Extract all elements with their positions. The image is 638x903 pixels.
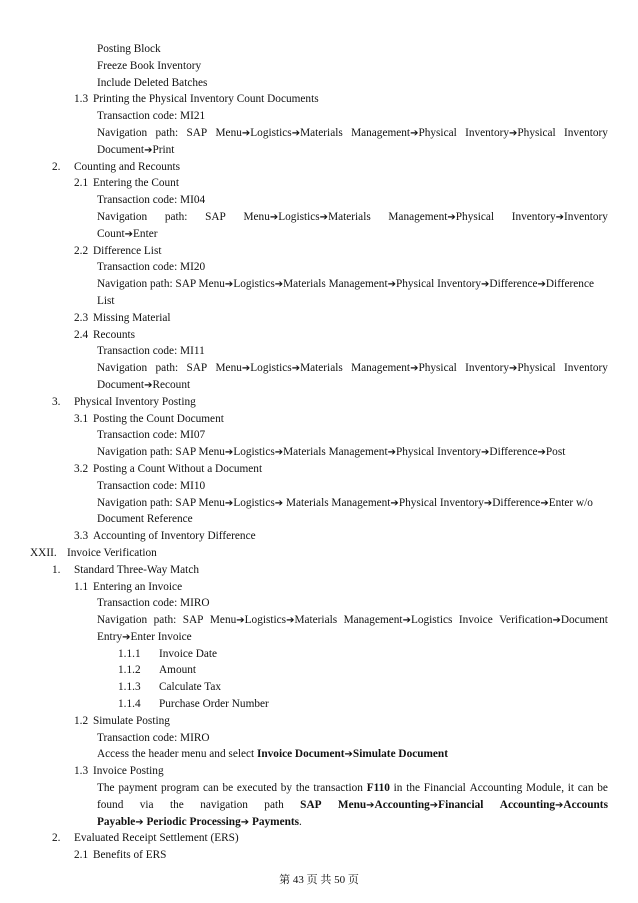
line-text: Entry➔Enter Invoice bbox=[97, 630, 192, 643]
arrow-icon: ➔ bbox=[509, 363, 518, 375]
arrow-icon: ➔ bbox=[481, 279, 490, 291]
document-line bbox=[0, 243, 638, 260]
arrow-icon: ➔ bbox=[240, 816, 250, 828]
list-number: 2.1 bbox=[74, 849, 89, 862]
line-text: Navigation path: SAP Menu➔Logistics➔Materials Management➔Physical Inventory➔Inventory bbox=[97, 210, 608, 223]
document-line bbox=[0, 125, 638, 142]
line-text: Freeze Book Inventory bbox=[97, 59, 202, 72]
line-text: The payment program can be executed by the transaction F110 in the Financial Accounting Module, it can be bbox=[97, 782, 608, 795]
document-line bbox=[0, 545, 638, 562]
line-text: Difference List bbox=[93, 244, 162, 257]
line-text: Transaction code: MI07 bbox=[97, 429, 206, 442]
list-number: XXII. bbox=[30, 546, 57, 559]
list-number: 3.1 bbox=[74, 412, 89, 425]
arrow-icon: ➔ bbox=[390, 497, 399, 509]
arrow-icon: ➔ bbox=[319, 211, 329, 223]
document-line bbox=[0, 360, 638, 377]
document-line bbox=[0, 142, 638, 159]
line-text: Access the header menu and select Invoice Document➔Simulate Document bbox=[97, 748, 448, 761]
document-line bbox=[0, 91, 638, 108]
line-text: Posting a Count Without a Document bbox=[93, 462, 263, 475]
line-text: Missing Material bbox=[93, 311, 171, 324]
list-number: 2.1 bbox=[74, 177, 89, 190]
list-number: 1.2 bbox=[74, 714, 89, 727]
document-line bbox=[0, 814, 638, 831]
arrow-icon: ➔ bbox=[236, 615, 245, 627]
line-text: Invoice Date bbox=[159, 647, 218, 660]
list-number: 2. bbox=[52, 832, 61, 845]
list-number: 1.1.4 bbox=[118, 698, 141, 711]
line-text: Navigation path: SAP Menu➔Logistics➔ Materials Management➔Physical Inventory➔Difference➔Enter w/o bbox=[97, 496, 593, 509]
arrow-icon: ➔ bbox=[555, 211, 565, 223]
list-number: 3. bbox=[52, 395, 61, 408]
document-line bbox=[0, 478, 638, 495]
line-text: Recounts bbox=[93, 328, 136, 341]
document-line bbox=[0, 847, 638, 864]
arrow-icon: ➔ bbox=[481, 447, 490, 459]
arrow-icon: ➔ bbox=[274, 279, 284, 291]
line-text: Navigation path: SAP Menu➔Logistics➔Materials Management➔Physical Inventory➔Difference➔Difference bbox=[97, 278, 594, 291]
line-text: Entering an Invoice bbox=[93, 580, 183, 593]
line-text: Navigation path: SAP Menu➔Logistics➔Materials Management➔Physical Inventory➔Physical Inventory bbox=[97, 126, 608, 139]
line-text: Transaction code: MI10 bbox=[97, 479, 206, 492]
document-line bbox=[0, 461, 638, 478]
arrow-icon: ➔ bbox=[224, 279, 234, 291]
arrow-icon: ➔ bbox=[144, 144, 153, 156]
document-line bbox=[0, 444, 638, 461]
document-line bbox=[0, 259, 638, 276]
line-text: Posting the Count Document bbox=[93, 412, 224, 425]
document-line bbox=[0, 327, 638, 344]
list-number: 1.1.3 bbox=[118, 681, 141, 694]
document-line bbox=[0, 696, 638, 713]
arrow-icon: ➔ bbox=[241, 127, 251, 139]
arrow-icon: ➔ bbox=[269, 211, 279, 223]
list-number: 2. bbox=[52, 160, 61, 173]
arrow-icon: ➔ bbox=[122, 631, 131, 643]
arrow-icon: ➔ bbox=[274, 447, 284, 459]
line-text: Transaction code: MIRO bbox=[97, 597, 210, 610]
document-line bbox=[0, 209, 638, 226]
line-text: Payable➔ Periodic Processing➔ Payments. bbox=[97, 815, 302, 828]
list-number: 2.2 bbox=[74, 244, 89, 257]
list-number: 2.4 bbox=[74, 328, 89, 341]
document-line bbox=[0, 730, 638, 747]
line-text: List bbox=[97, 294, 115, 307]
line-text: Document➔Recount bbox=[97, 378, 191, 391]
line-text: Transaction code: MI04 bbox=[97, 194, 206, 207]
arrow-icon: ➔ bbox=[537, 279, 546, 291]
list-number: 1.1.1 bbox=[118, 647, 141, 660]
line-text: Include Deleted Batches bbox=[97, 76, 208, 89]
line-text: Simulate Posting bbox=[93, 714, 170, 727]
line-text: Purchase Order Number bbox=[159, 698, 269, 711]
arrow-icon: ➔ bbox=[387, 279, 396, 291]
document-line bbox=[0, 612, 638, 629]
line-text: Navigation path: SAP Menu➔Logistics➔Materials Management➔Physical Inventory➔Physical Inventory bbox=[97, 362, 608, 375]
arrow-icon: ➔ bbox=[429, 799, 439, 811]
arrow-icon: ➔ bbox=[144, 379, 153, 391]
arrow-icon: ➔ bbox=[540, 497, 549, 509]
list-number: 3.2 bbox=[74, 462, 89, 475]
arrow-icon: ➔ bbox=[387, 447, 396, 459]
arrow-icon: ➔ bbox=[509, 127, 518, 139]
line-text: Document➔Print bbox=[97, 143, 175, 156]
document-line bbox=[0, 427, 638, 444]
document-line bbox=[0, 511, 638, 528]
document-line bbox=[0, 75, 638, 92]
document-line bbox=[0, 780, 638, 797]
document-line bbox=[0, 679, 638, 696]
arrow-icon: ➔ bbox=[537, 447, 546, 459]
arrow-icon: ➔ bbox=[291, 127, 301, 139]
document-line bbox=[0, 662, 638, 679]
document-line bbox=[0, 310, 638, 327]
list-number: 1.3 bbox=[74, 93, 89, 106]
arrow-icon: ➔ bbox=[224, 497, 234, 509]
document-line bbox=[0, 276, 638, 293]
document-line bbox=[0, 293, 638, 310]
line-text: Navigation path: SAP Menu➔Logistics➔Materials Management➔Logistics Invoice Verification➔Document bbox=[97, 614, 608, 627]
document-line bbox=[0, 646, 638, 663]
document-line bbox=[0, 41, 638, 58]
list-number: 2.3 bbox=[74, 311, 89, 324]
document-line bbox=[0, 797, 638, 814]
document-line bbox=[0, 377, 638, 394]
arrow-icon: ➔ bbox=[124, 228, 134, 240]
arrow-icon: ➔ bbox=[410, 363, 419, 375]
line-text: Calculate Tax bbox=[159, 681, 222, 694]
line-text: Evaluated Receipt Settlement (ERS) bbox=[74, 832, 239, 845]
document-line bbox=[0, 763, 638, 780]
line-text: Entering the Count bbox=[93, 177, 179, 190]
document-line bbox=[0, 595, 638, 612]
page-footer: 第 43 页 共 50 页 bbox=[279, 874, 359, 886]
arrow-icon: ➔ bbox=[224, 447, 234, 459]
line-text: found via the navigation path SAP Menu➔Accounting➔Financial Accounting➔Accounts bbox=[97, 798, 608, 811]
arrow-icon: ➔ bbox=[135, 816, 144, 828]
list-number: 3.3 bbox=[74, 530, 89, 543]
document-line bbox=[0, 746, 638, 763]
line-text: Transaction code: MI21 bbox=[97, 110, 206, 123]
arrow-icon: ➔ bbox=[286, 615, 295, 627]
document-body bbox=[0, 41, 638, 864]
document-line bbox=[0, 175, 638, 192]
line-text: Transaction code: MIRO bbox=[97, 731, 210, 744]
document-line bbox=[0, 192, 638, 209]
line-text: Invoice Posting bbox=[93, 765, 164, 778]
line-text: Standard Three-Way Match bbox=[74, 563, 199, 576]
document-line bbox=[0, 528, 638, 545]
list-number: 1.1.2 bbox=[118, 664, 141, 677]
line-text: Navigation path: SAP Menu➔Logistics➔Materials Management➔Physical Inventory➔Difference➔Post bbox=[97, 446, 566, 459]
document-line bbox=[0, 579, 638, 596]
document-line bbox=[0, 394, 638, 411]
arrow-icon: ➔ bbox=[402, 615, 411, 627]
document-line bbox=[0, 629, 638, 646]
list-number: 1. bbox=[52, 563, 61, 576]
line-text: Amount bbox=[159, 664, 197, 677]
arrow-icon: ➔ bbox=[410, 127, 419, 139]
line-text: Benefits of ERS bbox=[93, 849, 167, 862]
arrow-icon: ➔ bbox=[274, 497, 284, 509]
line-text: Printing the Physical Inventory Count Documents bbox=[93, 93, 319, 106]
arrow-icon: ➔ bbox=[552, 615, 561, 627]
list-number: 1.3 bbox=[74, 765, 89, 778]
document-line bbox=[0, 226, 638, 243]
document-line bbox=[0, 159, 638, 176]
list-number: 1.1 bbox=[74, 580, 89, 593]
arrow-icon: ➔ bbox=[483, 497, 493, 509]
document-line bbox=[0, 562, 638, 579]
line-text: Physical Inventory Posting bbox=[74, 395, 196, 408]
line-text: Document Reference bbox=[97, 513, 193, 526]
arrow-icon: ➔ bbox=[241, 363, 251, 375]
document-line bbox=[0, 411, 638, 428]
line-text: Transaction code: MI20 bbox=[97, 261, 206, 274]
arrow-icon: ➔ bbox=[366, 799, 375, 811]
document-line bbox=[0, 108, 638, 125]
line-text: Invoice Verification bbox=[67, 546, 157, 559]
arrow-icon: ➔ bbox=[291, 363, 301, 375]
arrow-icon: ➔ bbox=[344, 749, 353, 761]
document-line bbox=[0, 713, 638, 730]
document-line bbox=[0, 58, 638, 75]
line-text: Posting Block bbox=[97, 43, 161, 55]
document-line bbox=[0, 830, 638, 847]
arrow-icon: ➔ bbox=[555, 799, 564, 811]
document-line bbox=[0, 495, 638, 512]
arrow-icon: ➔ bbox=[447, 211, 456, 223]
line-text: Counting and Recounts bbox=[74, 160, 181, 173]
document-line bbox=[0, 343, 638, 360]
line-text: Transaction code: MI11 bbox=[97, 345, 205, 358]
line-text: Accounting of Inventory Difference bbox=[93, 530, 256, 543]
line-text: Count➔Enter bbox=[97, 227, 158, 240]
